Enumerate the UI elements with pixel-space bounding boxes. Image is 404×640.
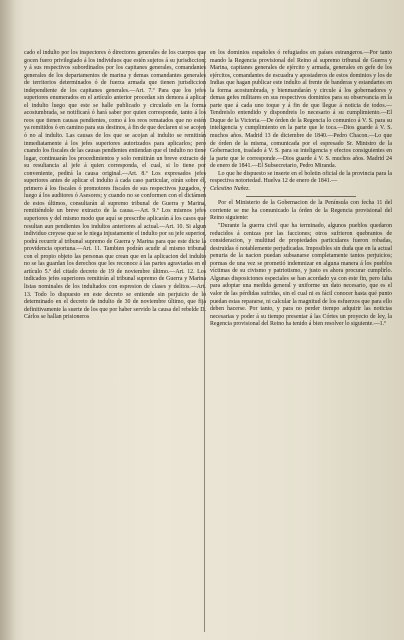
left-column-text: cado el indulto por los inspectores ó directores generales de los cuerpos que gocen fuero privilegiado á los individuos que estén sujetos á su jurisdiccion; y á sus respectivos subordinados por los capitanes generales, comandantes generales de los departamentos de marina y demas comandantes generales de territorios determinados ó de fuerza armada que tienen jurisdiccion independiente de los capitanes generales.—Art. 7.º Para que los jefes superiores enumerados en el artículo anterior procedan sin demora á aplicar el indulto luego que este se halle publicado y circulado en la forma acostumbrada, se notificará ó hará saber por quien corresponde, tanto á los reos que tienen causas pendientes, como á los reos rematados que no estén ya remitidos ó en camino para sus destinos, á fin de que declaren si se acojen ó no al indulto. Las causas de los que se acojan al indulto se remitirán inmediatamente á los jefes superiores autorizados para aplicarlos; pero cuando los fiscales de las causas pendientes entiendan que el indulto no tiene lugar, continuarán los procedimientos y solo remitirán un breve extracto de su resultancia al jefe á quien corresponda, el cual, si lo tiene por conveniente, pedirá la causa original.—Art. 8.º Los expresados jefes superiores antes de aplicar el indulto á cada caso particular, oirán sobre él, primero á los fiscales ó promotores fiscales de sus respectivos juzgados, y luego á los auditores ó Asesores; y cuando no se conformen con el dictámen de estos últimos, consultarán al supremo tribunal de Guerra y Marina, remitiéndole un breve extracto de la causa.—Art. 9.º Los mismos jefes superiores y del mismo modo que aquí se prescribe aplicarán á los casos que resultan aun pendientes los indultos anteriores al actual.—Art. 10. Si algun individuo creyese que se le niega injustamente el indulto por su jefe superior, podrá recurrir al tribunal supremo de Guerra y Marina para que este dicte la providencia oportuna.—Art. 11. Tambien podrán acudir al mismo tribunal con el propio objeto las personas que crean que en la aplicacion del indulto no se las guardan los derechos que les reconoce á las partes agraviadas en el artículo 5.º del citado decreto de 19 de noviembre último.—Art. 12. Los indicados jefes superiores remitirán al tribunal supremo de Guerra y Marina listas nominales de los indultados con espresion de clases y delitos.—Art. 13. Todo lo dispuesto en este decreto se entiende sin perjuicio de lo determinado en el decreto de indulto de 30 de noviembre último, que fija definitivamente la suerte de los que por haber servido la causa del rebelde D. Cárlos se hallan prisioneros xyxy=(24,50,206,321)
insertion-notice-text: Lo que he dispuesto se inserte en el boletin oficial de la provincia para la respectiva notoriedad. Huelva 12 de enero de 1841.— xyxy=(210,170,392,185)
signature-celestino-nunez: Celestino Nuñez. xyxy=(210,185,250,192)
left-column xyxy=(24,50,206,322)
ministry-order-intro: Por el Ministerio de la Gobernacion de la Península con fecha 11 del corriente se me ha comunicado la órden de la Regencia provisional del Reino siguiente: xyxy=(210,200,392,222)
section-rule xyxy=(246,196,356,197)
civil-war-order-text: "Durante la guerra civil que ha terminado, algunos pueblos quedaron reducidos á cenizas por las facciones; otros sufrieron quebrantos de consideracion, y multitud de propiedades particulares fueron robadas, destruidas ó notablemente perjudicadas. Imposibles sin duda que en la actual penuria de la nacion puedan subsanarse completamente tantos perjuicios; pormas de una vez se prometió indemnizar en alguna manera á los pueblos víctimas de su civismo y patriotismo, y justo es ahora procurar cumplirlo. Algunas disposiciones especiales se han acordado ya con este fin, pero falta para adoptar una medida general y uniforme un dato necesario, que es el valor de las pérdidas sufridas, sin el cual ni es fácil conocer hasta qué punto puedan estas repararse, ni calcular la magnitud de los esfuerzos que para ello deben hacerse. Por tanto, y para no perder tiempo adquirir las noticias necesarias y poder á su tiempo presentar á las Córtes un proyecto de ley, la Regencia provisional del Reino ha tenido á bien resolver lo siguiente.—1.º xyxy=(210,223,392,328)
decree-conclusion-text: en los dominios españoles ó refugiados en países estrangeros.—Por tanto mando la Regencia provisional del Reino al supremo tribunal de Guerra y Marina, capitanes generales de ejército y armada, generales en gefe de los ejércitos, comandantes de escuadra y apostaderos de estos dominios y los de Indias que hagan publicar este indulto al frente de banderas y estandartes en la forma acostumbrada, y bienmandarán y circule á los gobernadores y demas gefes militares en sus respectivos dominios para su observancia en la parte que á cada uno toque y á fin de que llegue á noticia de todos.—Tendreislo entendido y dispondreis lo necesario á su cumplimiento.—El Duque de la Victoria.—De órden de la Regencia lo comunico á V. S. para su inteligencia y cumplimiento en la parte que le toca.—Dios guarde á V. S. muchos años. Madrid 13 de diciembre de 1840.—Pedro Chacon.—Lo que de órden de la misma, comunicada por el espresado Sr. Ministro de la Gobernacion, traslado á V. S. para su inteligencia y efectos consiguientes en la parte que le corresponde.—Dios guarde á V. S. muchos años. Madrid 24 de enero de 1841.—El Subsecretario, Pedro Miranda. xyxy=(210,50,392,170)
page-edge-shadow xyxy=(0,0,16,640)
right-column xyxy=(210,50,392,329)
